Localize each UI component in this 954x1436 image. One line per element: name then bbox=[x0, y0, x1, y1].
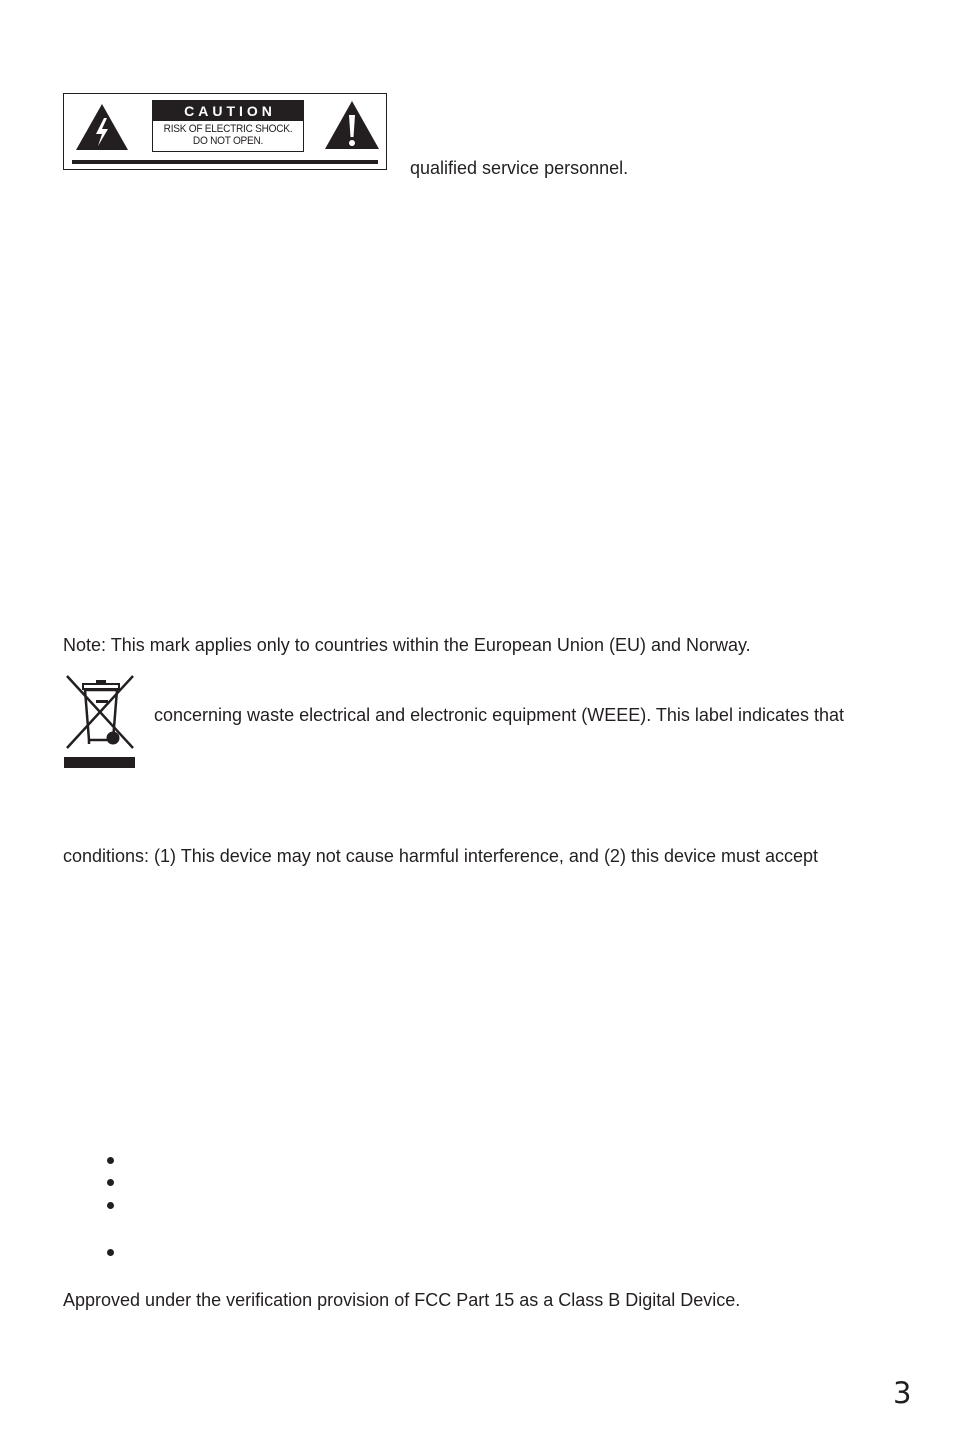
fcc-conditions: conditions: (1) This device may not cause harmful interference, and (2) this device must accept bbox=[63, 846, 819, 866]
caution-text-panel bbox=[152, 100, 304, 152]
bullet-2 bbox=[107, 1179, 114, 1186]
caution-label bbox=[63, 93, 387, 170]
fcc-approved: Approved under the verification provision of FCC Part 15 as a Class B Digital Device. bbox=[63, 1290, 741, 1310]
service-text: qualified service personnel. bbox=[410, 158, 629, 178]
caution-line-1: RISK OF ELECTRIC SHOCK. bbox=[163, 123, 293, 135]
bullet-1 bbox=[107, 1157, 114, 1164]
caution-line-2: DO NOT OPEN. bbox=[192, 135, 264, 147]
exclamation-warning-icon bbox=[324, 99, 380, 151]
bullet-4 bbox=[107, 1249, 114, 1256]
bullet-3 bbox=[107, 1202, 114, 1209]
page-number: 3 bbox=[893, 1376, 912, 1410]
weee-text: concerning waste electrical and electronic equipment (WEEE). This label indicates that bbox=[154, 705, 845, 725]
caution-rule bbox=[72, 160, 378, 164]
lightning-warning-icon bbox=[74, 102, 130, 152]
caution-title: CAUTION bbox=[153, 101, 303, 121]
weee-note: Note: This mark applies only to countries within the European Union (EU) and Norway. bbox=[63, 635, 751, 655]
crossed-wheelie-bin-icon bbox=[63, 674, 137, 770]
